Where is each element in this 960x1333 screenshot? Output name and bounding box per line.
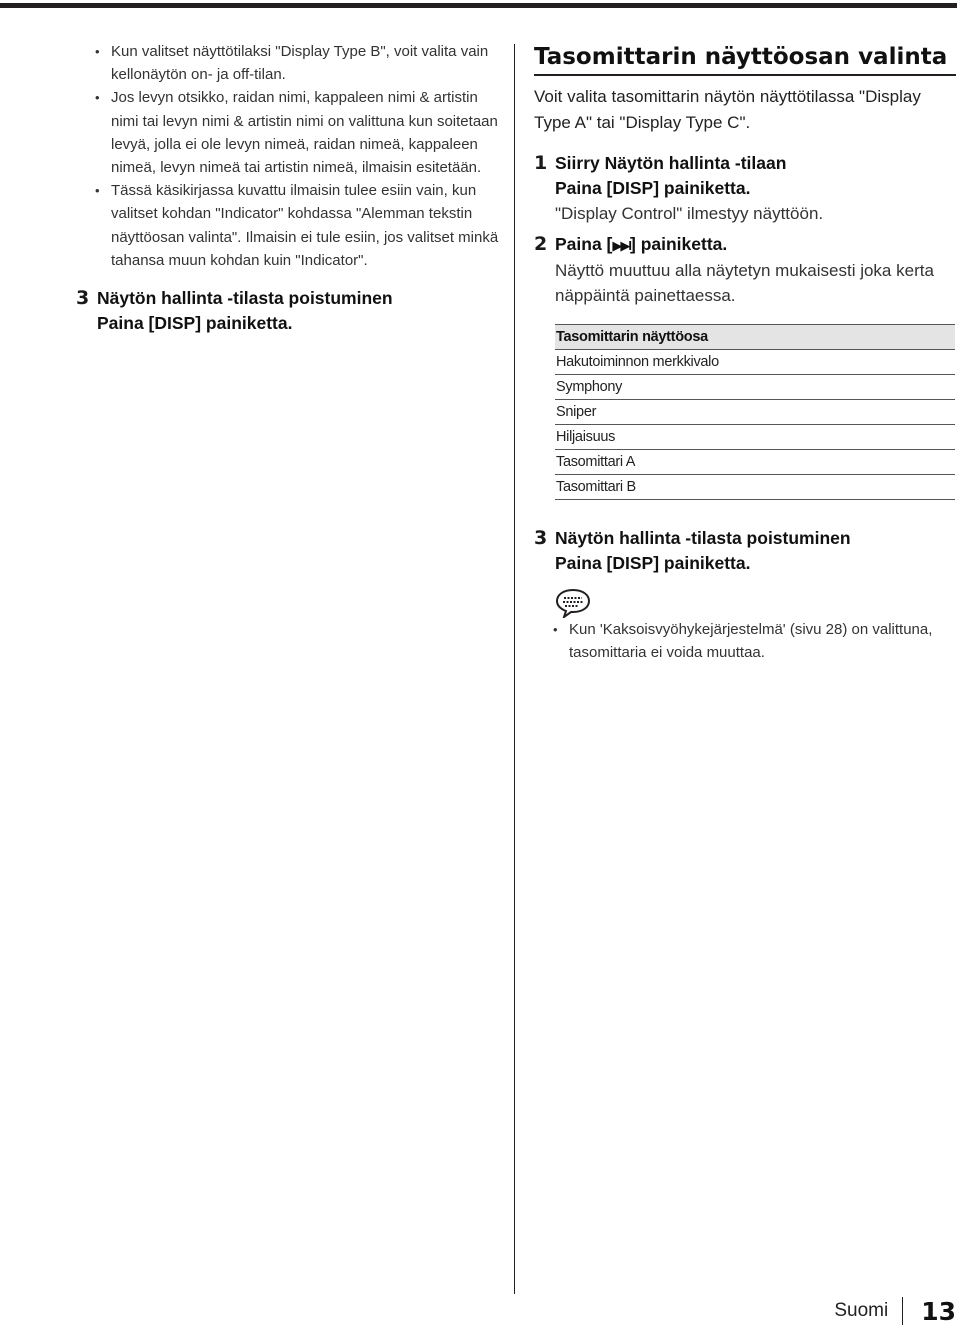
page-number: 13 [921, 1296, 956, 1326]
bullet-text: Jos levyn otsikko, raidan nimi, kappaleen nimi & artistin nimi tai levyn nimi & artistin nimi on valittuna kun soitetaan levyä, jolla ei ole levyn nimeä, raidan nimeä, kappaleen nimeä, levyn nimeä tai artistin nimeä, ilmaisin esitetään. [111, 89, 498, 177]
table-row: Tasomittari A [555, 450, 955, 475]
column-divider [514, 44, 515, 1294]
left-column [76, 40, 500, 336]
list-item: • Jos levyn otsikko, raidan nimi, kappaleen nimi & artistin nimi tai levyn nimi & artistin nimi on valittuna kun soitetaan levyä, jolla ei ole levyn nimeä, raidan nimeä, kappaleen nimeä, levyn nimeä tai artistin nimeä, ilmaisin esitetään. [95, 89, 498, 177]
section-title: Tasomittarin näyttöosan valinta [534, 42, 956, 76]
right-step-1 [534, 151, 956, 226]
note-text: Kun 'Kaksoisvyöhykejärjestelmä' (sivu 28) on valittuna, tasomittaria ei voida muuttaa. [569, 621, 933, 662]
list-item: • Tässä käsikirjassa kuvattu ilmaisin tulee esiin vain, kun valitset kohdan "Indicator" kohdassa "Alemman tekstin näyttöosan valinta". Ilmaisin ei tule esiin, jos valitset minkä tahansa muun kohdan kuin "Indicator". [95, 182, 499, 269]
top-rule [0, 3, 957, 8]
table-row: Hiljaisuus [555, 425, 955, 450]
next-track-icon: ▶▶I [612, 238, 630, 253]
page-footer [834, 1295, 956, 1327]
right-column [534, 42, 956, 664]
step-detail: "Display Control" ilmestyy näyttöön. [555, 204, 824, 223]
step-detail: Näyttö muuttuu alla näytetyn mukaisesti joka kerta näppäintä painettaessa. [555, 261, 934, 305]
right-step-2 [534, 232, 956, 308]
step-number: 3 [534, 527, 548, 549]
step-action: Paina [DISP] painiketta. [555, 178, 751, 198]
list-item: • Kun 'Kaksoisvyöhykejärjestelmä' (sivu 28) on valittuna, tasomittaria ei voida muuttaa. [553, 621, 933, 662]
bullet-text: Tässä käsikirjassa kuvattu ilmaisin tulee esiin vain, kun valitset kohdan "Indicator" kohdassa "Alemman tekstin näyttöosan valinta". Ilmaisin ei tule esiin, jos valitset minkä tahansa muun kohdan kuin "Indicator". [111, 182, 499, 269]
heading-post: ] painiketta. [630, 234, 728, 254]
table-row: Symphony [555, 375, 955, 400]
language-label: Suomi [834, 1300, 889, 1321]
step-heading: Siirry Näytön hallinta -tilaan [555, 153, 787, 173]
step-heading: Näytön hallinta -tilasta poistuminen [97, 288, 393, 309]
list-item: • Kun valitset näyttötilaksi "Display Type B", voit valita vain kellonäytön on- ja off-tilan. [95, 43, 489, 84]
heading-pre: Paina [ [555, 234, 613, 254]
left-step-3 [76, 286, 500, 336]
note-list [534, 618, 956, 664]
step-heading [555, 232, 956, 258]
note-speech-icon [555, 588, 591, 618]
left-bullet-list [76, 40, 500, 272]
bullet-text: Kun valitset näyttötilaksi "Display Type B", voit valita vain kellonäytön on- ja off-tilan. [111, 43, 489, 84]
table-header: Tasomittarin näyttöosa [555, 324, 955, 350]
step-action: Paina [DISP] painiketta. [555, 553, 751, 573]
step-heading: Näytön hallinta -tilasta poistuminen [555, 528, 851, 548]
step-number: 1 [534, 152, 548, 174]
section-intro: Voit valita tasomittarin näytön näyttötilassa "Display Type A" tai "Display Type C". [534, 87, 921, 132]
footer-divider [902, 1297, 903, 1325]
table-row: Hakutoiminnon merkkivalo [555, 350, 955, 375]
step-number: 3 [76, 287, 90, 310]
step-action: Paina [DISP] painiketta. [97, 313, 293, 334]
table-row: Tasomittari B [555, 475, 955, 500]
level-meter-table [555, 324, 955, 500]
table-row: Sniper [555, 400, 955, 425]
right-step-3 [534, 526, 956, 576]
step-number: 2 [534, 233, 548, 255]
